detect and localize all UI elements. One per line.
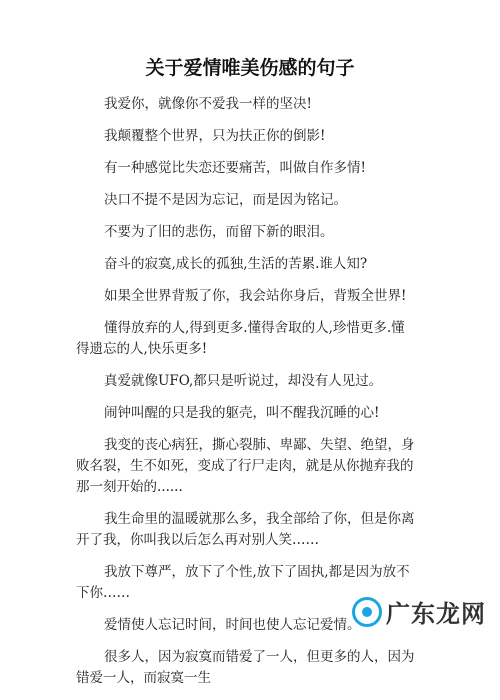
paragraph-12: 我生命里的温暖就那么多，我全部给了你，但是你离开了我，你叫我以后怎么再对别人笑…… xyxy=(76,511,415,548)
watermark-text: 广东龙网 xyxy=(386,600,486,628)
paragraph-11: 我变的丧心病狂，撕心裂肺、卑鄙、失望、绝望，身败名裂，生不如死，变成了行尸走肉，就是从你抛弃我的那一刻开始的...... xyxy=(76,437,415,495)
paragraph-15: 很多人，因为寂寞而错爱了一人，但更多的人，因为错爱一人，而寂寞一生 xyxy=(76,649,415,686)
circle-logo-icon xyxy=(352,597,382,627)
paragraph-2: 我颠覆整个世界，只为扶正你的倒影! xyxy=(104,128,326,144)
page-title: 关于爱情唯美伤感的句子 xyxy=(145,57,355,79)
paragraph-10: 闹钟叫醒的只是我的躯壳，叫不醒我沉睡的心! xyxy=(104,405,380,421)
paragraph-13: 我放下尊严，放下了个性,放下了固执,都是因为放不下你…… xyxy=(76,564,410,601)
paragraph-9: 真爱就像UFO,都只是听说过，却没有人见过。 xyxy=(104,373,383,389)
paragraph-6: 奋斗的寂寞,成长的孤独,生活的苦累.谁人知? xyxy=(104,256,368,272)
paragraph-8: 懂得放弃的人,得到更多.懂得舍取的人,珍惜更多.懂得遗忘的人,快乐更多! xyxy=(76,320,405,357)
paragraph-1: 我爱你，就像你不爱我一样的坚决! xyxy=(104,96,312,112)
paragraph-14: 爱情使人忘记时间，时间也使人忘记爱情。 xyxy=(104,617,361,633)
watermark xyxy=(352,594,486,629)
paragraph-3: 有一种感觉比失恋还要痛苦，叫做自作多情! xyxy=(104,160,366,176)
paragraph-5: 不要为了旧的悲伤，而留下新的眼泪。 xyxy=(104,224,334,240)
paragraph-4: 决口不提不是因为忘记，而是因为铭记。 xyxy=(104,192,347,208)
paragraph-7: 如果全世界背叛了你，我会站你身后，背叛全世界! xyxy=(104,288,407,304)
